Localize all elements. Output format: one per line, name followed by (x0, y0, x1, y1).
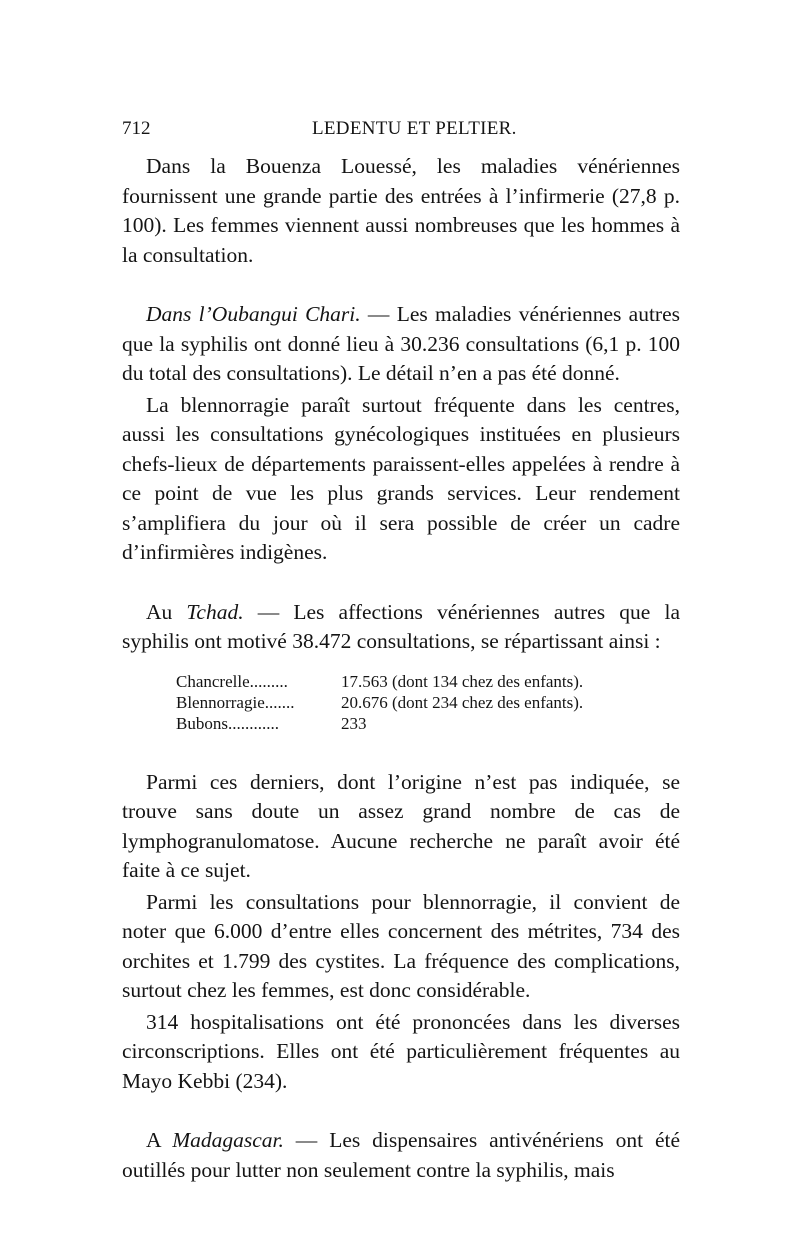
paragraph-oubangui (122, 300, 680, 389)
paragraph-madagascar-text: — Les dispensaires antivénériens ont été outillés pour lutter non seulement contre la syphilis, mais (122, 1128, 681, 1182)
table-row-label: Chancrelle......... (176, 671, 288, 691)
page-header (122, 118, 678, 142)
table-row-value: 17.563 (dont 134 chez des enfants). (341, 671, 584, 691)
table-row (176, 713, 680, 734)
table-row (176, 692, 680, 713)
table-row-label: Blennorragie....... (176, 692, 295, 712)
paragraph-tchad-prefix: Au (146, 599, 187, 624)
paragraph-tchad (122, 598, 680, 657)
run-in-heading-madagascar: Madagascar. (172, 1128, 284, 1152)
paragraph-tchad-text: — Les affections vénériennes autres que la syphilis ont motivé 38.472 consultations, se répartissant ainsi : (122, 599, 681, 653)
paragraph-complications: Parmi les consultations pour blennorragie, il convient de noter que 6.000 d’entre elles concernent des métrites, 734 des orchites et 1.799 des cystites. La fréquence des complications, surtout chez les femmes, est donc considérable. (122, 889, 680, 1002)
paragraph-madagascar (122, 1126, 680, 1185)
run-in-heading-oubangui: Dans l’Oubangui Chari. (146, 302, 361, 326)
paragraph-bouenza: Dans la Bouenza Louessé, les maladies vénériennes fournissent une grande partie des entrées à l’infirmerie (27,8 p. 100). Les femmes viennent aussi nombreuses que les hommes à la consultation. (122, 154, 680, 267)
table-row-value: 233 (341, 713, 367, 733)
consultations-table (176, 671, 680, 734)
running-head: LEDENTU ET PELTIER. (312, 118, 517, 139)
body-text (122, 152, 680, 1185)
run-in-heading-tchad: Tchad. (186, 599, 244, 624)
paragraph-oubangui-text: — Les maladies vénériennes autres que la syphilis ont donné lieu à 30.236 consultations (6,1 p. 100 du total des consultations). Le détail n’en a pas été donné. (122, 302, 680, 385)
table-row-label: Bubons............ (176, 713, 279, 733)
paragraph-lymphogranulomatose: Parmi ces derniers, dont l’origine n’est pas indiquée, se trouve sans doute un assez grand nombre de cas de lymphogranulomatose. Aucune recherche ne paraît avoir été faite à ce sujet. (122, 769, 680, 882)
paragraph-hospitalisations: 314 hospitalisations ont été prononcées dans les diverses circonscriptions. Elles ont été particulièrement fréquentes au Mayo Kebbi (234). (122, 1009, 680, 1093)
table-row-value: 20.676 (dont 234 chez des enfants). (341, 692, 584, 712)
page-number: 712 (122, 118, 151, 139)
paragraph-blennorragie: La blennorragie paraît surtout fréquente dans les centres, aussi les consultations gynécologiques instituées en plusieurs chefs-lieux de départements paraissent-elles appelées à rendre à ce point de vue les plus grands services. Leur rendement s’amplifiera du jour où il sera possible de créer un cadre d’infirmières indigènes. (122, 392, 680, 564)
table-row (176, 671, 680, 692)
paragraph-madagascar-prefix: A (146, 1128, 173, 1152)
